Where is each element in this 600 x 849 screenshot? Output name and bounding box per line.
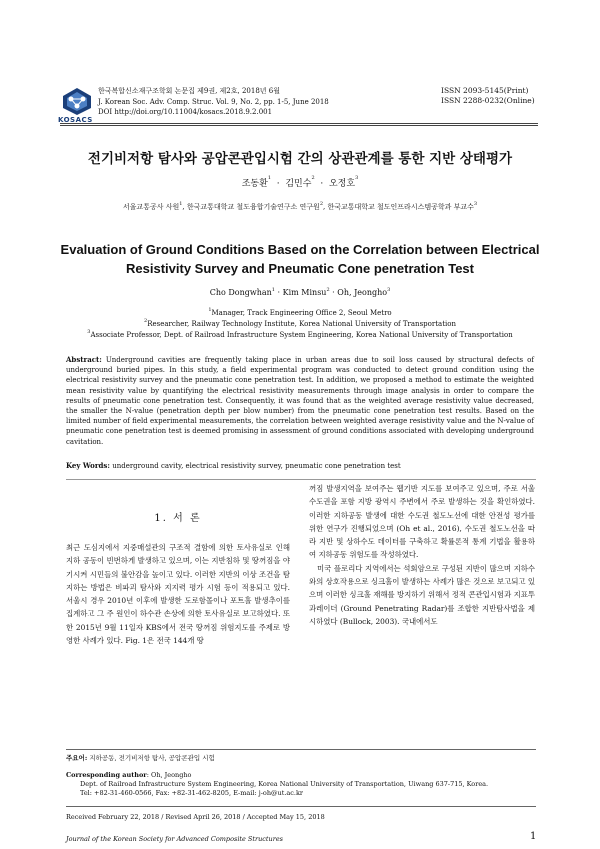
issn-info [441,86,535,106]
author-ko-3: 오정호 [328,179,356,189]
corr-contact: Tel: +82-31-460-0566, Fax: +82-31-462-8205, E-mail: j-oh@ut.ac.kr [80,789,304,797]
author-ko-2: 김민수 [285,179,312,189]
affil-en-3-text: Associate Professor, Dept. of Railroad Infrastructure System Engineering, Korea National University of Transportation [90,331,513,339]
author-en-2-sup: 2 [326,287,330,293]
affil-ko-1: 서울교통공사 사원 [122,203,180,211]
abstract-rule [66,479,536,480]
body-right-para-1: 꺼짐 발생지역을 보여주는 웹기반 지도를 보여주고 있으며, 주로 서울 수도권을 포함 지방 광역시 주변에서 주로 발생하는 것을 확인하였다. 이러한 지하공동 발생에 대한 수도권 철도노선에 대한 안전성 평가를 위한 연구가 진행되었으며 (Oh et al., 2016), 수도권 철도노선을 따라 지반 및 상하수도 데이터를 구축하고 확률론적 통계 기법을 활용하여 지하공동 위험도를 작성하였다. [309,484,535,560]
author-en-3: Oh, Jeongho [337,288,388,297]
page-number: 1 [530,831,537,842]
corr-dept: Dept. of Railroad Infrastructure System Engineering, Korea National University of Transportation, Uiwang 637-715, Korea. [80,780,489,788]
ko-keywords-label: 주요어: [66,754,88,762]
authors-en [0,288,600,297]
affiliations-ko [0,202,600,212]
received-rule [66,806,536,807]
author-en-1-sup: 1 [271,287,275,293]
title-en: Evaluation of Ground Conditions Based on the Correlation between Electrical Resistivity Survey and Pneumatic Cone penetration Test [60,242,540,276]
section-heading: 1. 서 론 [154,513,202,524]
affil-sep: , [182,203,187,211]
author-en-sep: · [329,288,338,297]
footer-journal: Journal of the Korean Society for Advanced Composite Structures [66,835,284,843]
doi[interactable]: DOI http://doi.org/10.11004/kosacs.2018.9.2.001 [98,108,273,116]
affil-en-2-sup: 2 [144,318,148,324]
affil-en-1 [0,308,600,319]
affil-ko-3: 한국교통대학교 철도인프라시스템공학과 부교수 [327,203,474,211]
issn-print: ISSN 2093-5145(Print) [441,86,529,95]
journal-en: J. Korean Soc. Adv. Comp. Struc. Vol. 9, No. 2, pp. 1-5, June 2018 [98,97,329,106]
affil-ko-3-sup: 3 [473,201,478,207]
author-sep: · [276,179,280,189]
affil-en-3 [0,330,600,341]
issn-online: ISSN 2288-0232(Online) [441,96,535,105]
body-right-para-2: 미국 플로리다 지역에서는 석회암으로 구성된 지반이 많으며 지하수와의 상호작용으로 싱크홀이 발생하는 사례가 많은 것으로 보고되고 있으며 이러한 싱크홀 재해를 방지하기 위해서 정적 콘관입시험과 지표투과레이더 (Ground Penetrating Radar)를 조합한 지반탐사법을 제시하였다 (Bullock, 2003). 국내에서도 [309,563,535,626]
author-ko-1-sup: 1 [267,175,272,181]
abstract [66,355,534,447]
corresponding-author [66,771,536,780]
logo-text: KOSACS [58,116,93,124]
corr-name: : Oh, Jeongho [146,771,192,779]
ko-keywords-text: 지하공동, 전기비저항 탐사, 공압콘관입 시험 [89,754,215,762]
affil-ko-1-sup: 1 [179,201,183,207]
author-en-1: Cho Dongwhan [209,288,272,297]
header-rule-2 [60,125,538,126]
affil-sep: , [323,203,328,211]
corr-label: Corresponding author [66,771,147,779]
affil-en-1-text: Manager, Track Engineering Office 2, Seoul Metro [211,309,392,317]
author-ko-3-sup: 3 [355,175,359,181]
author-en-2: Kim Minsu [282,288,327,297]
ko-keywords [66,754,536,763]
footnote-rule [66,749,536,750]
keywords-label: Key Words: [66,461,110,470]
affil-ko-2-sup: 2 [319,201,323,207]
author-ko-1: 조동환 [241,179,268,189]
body-right-column [309,482,535,628]
journal-info [98,86,329,118]
author-en-sep: · [274,288,283,297]
author-sep: · [320,179,324,189]
body-left-column: 최근 도심지에서 지중매설관의 구조적 결함에 의한 토사유실로 인해 지하 공동이 빈번하게 발생하고 있으며, 이는 지반침하 및 땅꺼짐을 야기시켜 시민들의 불안감을 높이고 있다. 이러한 지반의 이상 조건을 탐지하는 방법은 비파괴 탐사와 지지력 평가 시험 등이 적용되고 있다. 서울시 경우 2010년 이후에 발생한 도로함몰이나 포트홀 발생추이를 집계하고 그 주 원인이 하수관 손상에 의한 토사유실로 보고하였다. 또한 2015년 9월 11일자 KBS에서 전국 땅꺼짐 위험지도를 주제로 방영한 사례가 있다. Fig. 1은 전국 144개 땅 [66,543,290,646]
abstract-text: Underground cavities are frequently taking place in urban areas due to soil loss caused by structural defects of underground buried pipes. In this study, a field experimental program was conducted to detect ground condition using the electrical resistivity survey and the pneumatic cone penetration test. In addition, we proposed a method to estimate the weighted mean resistivity value by quantifying the electrical resistivity measurements through image analysis in order to compare the results of pneumatic cone penetration test. Consequently, it was found that as the weighted average resistivity value decreased, the smaller the N-value (penetration depth per blow number) from the pneumatic cone penetration test results. Based on the limited number of field experimental measurements, the correlation between weighted average resistivity value and the N-value of pneumatic cone penetration test is deemed promising in assessment of ground conditions associated with developing underground cavitation. [66,356,534,446]
author-en-3-sup: 3 [387,287,391,293]
abstract-label: Abstract: [66,355,102,364]
affil-ko-2: 한국교통대학교 철도융합기술연구소 연구원 [186,203,320,211]
affil-en-2-text: Researcher, Railway Technology Institute, Korea National University of Transportation [147,320,456,328]
affiliations-en [0,308,600,341]
affil-en-3-sup: 3 [87,329,91,335]
authors-ko [0,176,600,189]
title-ko: 전기비저항 탐사와 공압콘관입시험 간의 상관관계를 통한 지반 상태평가 [87,151,513,167]
journal-ko: 한국복합신소재구조학회 논문집 제9권, 제2호, 2018년 6월 [98,87,280,95]
header-rule [60,123,538,124]
author-ko-2-sup: 2 [311,175,315,181]
keywords [66,461,534,470]
footnotes [66,754,536,798]
received-dates: Received February 22, 2018 / Revised April 26, 2018 / Accepted May 15, 2018 [66,813,325,821]
affil-en-1-sup: 1 [208,307,212,313]
keywords-text: underground cavity, electrical resistivity survey, pneumatic cone penetration test [109,462,401,470]
